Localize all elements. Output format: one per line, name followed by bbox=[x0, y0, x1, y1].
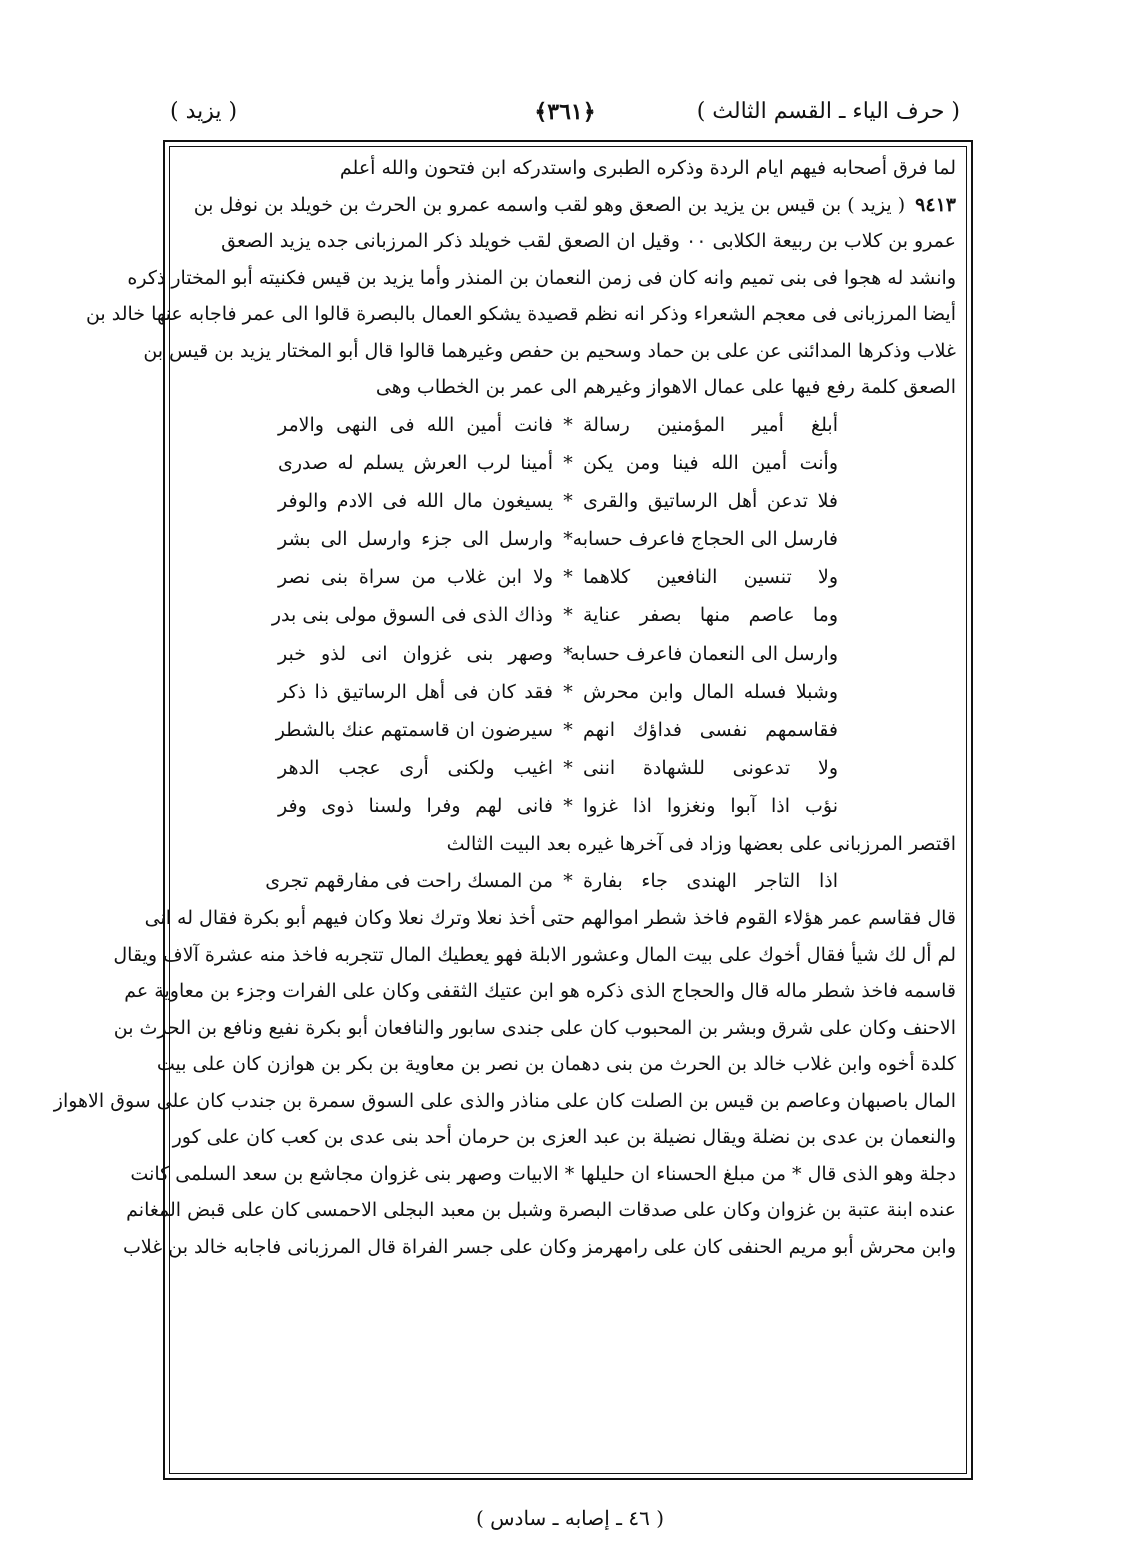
text-line: وابن محرش أبو مريم الحنفى كان على رامهرمز وكان على جسر الفراة قال المرزبانى فاجابه خالد بن غلاب bbox=[123, 1235, 956, 1258]
text-line: الصعق كلمة رفع فيها على عمال الاهواز وغيرهم الى عمر بن الخطاب وهى bbox=[375, 376, 956, 398]
verse-separator: * bbox=[563, 489, 573, 512]
verse-separator: * bbox=[563, 757, 573, 780]
page-footer-signature: ( ٤٦ ـ إصابه ـ سادس ) bbox=[475, 1506, 665, 1530]
verse-second-hemistich: اغيب ولكنى أرى عجب الدهر bbox=[278, 757, 553, 780]
verse-separator: * bbox=[563, 566, 573, 589]
verse-line bbox=[180, 482, 956, 520]
text-line: لم أل لك شيأ فقال أخوك على بيت المال وعشور الابلة فهو يعطيك المال تتجربه فاخذ منه عشرة آلاف ويقال bbox=[113, 943, 956, 966]
text-line: المال باصبهان وعاصم بن قيس بن الصلت كان على مناذر والذى على السوق سمرة بن جندب كان على سوق الاهواز bbox=[53, 1089, 956, 1112]
verse-separator: * bbox=[563, 642, 573, 665]
header-section-title: ( حرف الياء ـ القسم الثالث ) bbox=[696, 99, 960, 124]
entry-first-line: ( يزيد ) بن قيس بن يزيد بن الصعق وهو لقب واسمه عمرو بن الحرث بن خويلد بن نوفل بن bbox=[193, 193, 906, 216]
text-line: كلدة أخوه وابن غلاب خالد بن الحرث من بنى دهمان بن نصر بن معاوية بن بكر بن هوازن كان على بيت bbox=[156, 1053, 956, 1076]
header-entry-name: ( يزيد ) bbox=[170, 99, 238, 124]
verse-line bbox=[180, 444, 956, 482]
verse-separator: * bbox=[563, 451, 573, 474]
verse-separator: * bbox=[563, 795, 573, 818]
verse-first-hemistich: وارسل الى النعمان فاعرف حسابه bbox=[569, 642, 838, 665]
text-line: دجلة وهو الذى قال * من مبلغ الحسناء ان حليلها * الابيات وصهر بنى غزوان مجاشع بن سعد السلمى كانت bbox=[130, 1162, 956, 1185]
verse-first-hemistich: أبلغ أمير المؤمنين رسالة bbox=[583, 413, 838, 436]
text-line: أيضا المرزبانى فى معجم الشعراء وذكر انه نظم قصيدة يشكو العمال بالبصرة قالوا الى عمر فاجابه عنها خالد بن bbox=[85, 303, 956, 325]
verse-line bbox=[180, 673, 956, 711]
verse-second-hemistich: يسيغون مال الله فى الادم والوفر bbox=[278, 489, 553, 512]
text-line: اقتصر المرزبانى على بعضها وزاد فى آخرها غيره بعد البيت الثالث bbox=[446, 832, 956, 855]
verse-line bbox=[180, 520, 956, 558]
verse-second-hemistich: وارسل الى جزء وارسل الى بشر bbox=[278, 528, 553, 551]
text-line: قاسمه فاخذ شطر ماله قال والحجاج الذى ذكره هو ابن عتيك الثقفى وكان على الفرات وجزء بن معاوية عم bbox=[124, 980, 956, 1003]
text-line: والنعمان بن عدى بن نضلة ويقال نضيلة بن عبد العزى بن حرمان أحد بنى عدى بن كعب كان على كور bbox=[172, 1126, 956, 1149]
verse-line bbox=[180, 558, 956, 596]
verse-separator: * bbox=[563, 413, 573, 436]
verse-separator: * bbox=[563, 719, 573, 741]
verse-first-hemistich: وما عاصم منها بصفر عناية bbox=[583, 604, 838, 627]
verse-line bbox=[180, 596, 956, 634]
verse-second-hemistich: وصهر بنى غزوان انى لذو خبر bbox=[278, 642, 553, 665]
verse-second-hemistich: فقد كان فى أهل الرساتيق ذا ذكر bbox=[278, 680, 553, 703]
verse-line bbox=[180, 635, 956, 673]
page-header bbox=[170, 92, 960, 136]
text-line: الاحنف وكان على شرق وبشر بن المحبوب كان على جندى سابور والنافعان أبو بكرة نفيع ونافع بن الحرث بن bbox=[113, 1016, 956, 1039]
verse-first-hemistich: وأنت أمين الله فينا ومن يكن bbox=[583, 451, 838, 474]
verse-line bbox=[180, 862, 956, 900]
page-number: ﴿٣٦١﴾ bbox=[534, 99, 596, 125]
main-text bbox=[53, 150, 956, 1265]
entry-number: ٩٤١٣ bbox=[915, 193, 956, 216]
verse-second-hemistich: من المسك راحت فى مفارقهم تجرى bbox=[265, 870, 553, 893]
verse-separator: * bbox=[563, 870, 573, 893]
verse-second-hemistich: أمينا لرب العرش يسلم له صدرى bbox=[278, 451, 553, 474]
verse-second-hemistich: فانت أمين الله فى النهى والامر bbox=[278, 413, 553, 436]
text-line: عمرو بن كلاب بن ربيعة الكلابى ٠٠ وقيل ان الصعق لقب خويلد ذكر المرزبانى جده يزيد الصعق bbox=[221, 230, 956, 252]
verse-second-hemistich: فانى لهم وفرا ولسنا ذوى وفر bbox=[278, 795, 553, 818]
text-line: عنده ابنة عتبة بن غزوان وكان على صدقات البصرة وشبل بن معبد البجلى الاحمسى كان على قبض المغانم bbox=[126, 1199, 956, 1222]
verse-first-hemistich: وشبلا فسله المال وابن محرش bbox=[583, 680, 838, 703]
verse-second-hemistich: سيرضون ان قاسمتهم عنك بالشطر bbox=[275, 719, 553, 741]
verse-line bbox=[180, 406, 956, 444]
verse-first-hemistich: فارسل الى الحجاج فاعرف حسابه bbox=[572, 528, 838, 551]
entry-heading-line bbox=[180, 187, 956, 224]
verse-line bbox=[180, 787, 956, 825]
verse-separator: * bbox=[563, 604, 573, 627]
verse-first-hemistich: فقاسمهم نفسى فداؤك انهم bbox=[583, 719, 838, 741]
text-line: وانشد له هجوا فى بنى تميم وانه كان فى زمن النعمان بن المنذر وأما يزيد بن قيس فكنيته أبو المختار ذكره bbox=[127, 266, 956, 289]
verse-line bbox=[180, 749, 956, 787]
verse-line bbox=[180, 711, 956, 749]
verse-first-hemistich: اذا التاجر الهندى جاء بفارة bbox=[583, 870, 838, 893]
verse-first-hemistich: نؤب اذا آبوا ونغزوا اذا غزوا bbox=[583, 795, 838, 818]
verse-separator: * bbox=[563, 680, 573, 703]
text-line: لما فرق أصحابه فيهم ايام الردة وذكره الطبرى واستدركه ابن فتحون والله أعلم bbox=[339, 157, 956, 179]
text-line: قال فقاسم عمر هؤلاء القوم فاخذ شطر اموالهم حتى أخذ نعلا وترك نعلا وكان فيهم أبو بكرة فقال له انى bbox=[144, 907, 956, 930]
verse-second-hemistich: ولا ابن غلاب من سراة بنى نصر bbox=[278, 566, 553, 589]
verse-first-hemistich: فلا تدعن أهل الرساتيق والقرى bbox=[583, 489, 838, 512]
verse-second-hemistich: وذاك الذى فى السوق مولى بنى بدر bbox=[271, 604, 553, 627]
verse-first-hemistich: ولا تنسين النافعين كلاهما bbox=[583, 566, 838, 589]
verse-separator: * bbox=[563, 528, 573, 551]
verse-first-hemistich: ولا تدعونى للشهادة اننى bbox=[583, 757, 838, 780]
text-line: غلاب وذكرها المدائنى عن على بن حماد وسحيم بن حفص وغيرهما قالوا قال أبو المختار يزيد بن قيس بن bbox=[143, 339, 956, 362]
